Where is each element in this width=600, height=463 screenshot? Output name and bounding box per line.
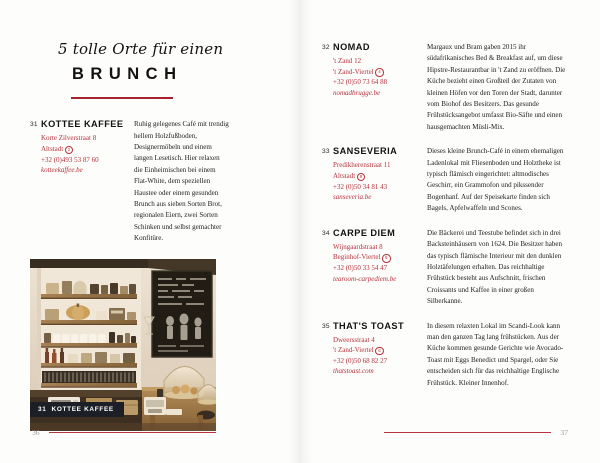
footer-right <box>384 428 570 437</box>
entry-street: Korte Zilverstraat 8 <box>41 134 97 143</box>
page-right <box>300 0 600 463</box>
map-pin-icon: 4 <box>375 68 384 77</box>
entry-district: 't Zand-Viertel <box>333 346 374 355</box>
entry-number: 34 <box>322 229 330 237</box>
entry-meta <box>333 42 419 99</box>
entry-address <box>333 56 419 99</box>
entry-description: Die Bäckerei und Teestube befindet sich in drei Backsteinhäusern von 1624. Die Besitzer haben das typisch flämische Interieur mit den dunklen Holztäfelungen erhalten. Das reichhaltige Frühstück besteht aus Aufschnitt, frischen Croissants und Kaffee in einer großen Silberkanne. <box>427 228 563 306</box>
map-pin-icon: 2 <box>65 146 74 155</box>
footer-rule-left <box>49 432 216 433</box>
entry-website[interactable]: kotteekaffee.be <box>41 166 83 175</box>
entry-street: 't Zand 12 <box>333 57 362 66</box>
entry-meta <box>333 321 419 378</box>
photo-caption <box>30 402 124 417</box>
entry-district-line <box>333 171 419 182</box>
map-pin-icon: 5 <box>382 254 391 263</box>
entry-address <box>333 335 419 378</box>
entry-district: Altstadt <box>41 144 64 153</box>
entry-meta <box>41 119 127 176</box>
map-pin-icon: 6 <box>375 347 384 356</box>
entry-description: Ruhig gelegenes Café mit trendig hellem Holzfußboden, Designermöbeln und einem langen Lesetisch. Hier relaxen die Einheimischen bei einem Flat-White, dem speziellen Haustee oder einem gesunden Brunch aus sieben Sorten Brot, regionalen Eiern, zwei Sorten Schinken und selbst gemachter Konfitüre. <box>134 120 229 243</box>
entry-phone[interactable]: +32 (0)50 73 64 88 <box>333 78 388 87</box>
entry-district: 't Zand-Viertel <box>333 67 374 76</box>
entry-phone[interactable]: +32 (0)50 68 82 27 <box>333 356 388 365</box>
entry-website[interactable]: thatstoast.com <box>333 367 374 376</box>
page-headline <box>58 40 270 99</box>
entry-district: Beginhof-Viertel <box>333 253 381 262</box>
listing-entry-32[interactable] <box>322 42 570 133</box>
headline-script-line: 5 tolle Orte für einen <box>58 40 224 58</box>
entry-district-line <box>41 144 127 155</box>
page-number-left: 36 <box>32 428 40 437</box>
entry-title: SANSEVERIA <box>333 146 398 157</box>
photo-caption-number: 31 <box>38 405 47 413</box>
entry-district-line <box>333 345 419 356</box>
entry-address <box>41 133 127 176</box>
entry-street: Dweersstraat 4 <box>333 335 375 344</box>
entry-number: 32 <box>322 44 330 52</box>
photo-caption-label: KOTTEE KAFFEE <box>51 405 114 413</box>
entry-website[interactable]: nomadbrugge.be <box>333 88 381 97</box>
listing-entry-34[interactable] <box>322 228 570 308</box>
entry-phone[interactable]: +32 (0)50 34 81 43 <box>333 182 388 191</box>
entry-meta <box>333 228 419 285</box>
entry-website[interactable]: tearoom-carpediem.be <box>333 274 397 283</box>
listing-column <box>322 22 570 389</box>
footer-left <box>30 428 216 437</box>
entry-number: 33 <box>322 148 330 156</box>
page-number-right: 37 <box>560 428 568 437</box>
listing-entry-31[interactable] <box>30 119 274 244</box>
entry-address <box>333 242 419 285</box>
entry-meta <box>333 146 419 203</box>
entry-description: Margaux und Bram gaben 2015 ihr südafrikanisches Bed & Breakfast auf, um diese Hipstre-Restaurantbar in 't Zand zu eröffnen. Die Küche bezieht einen Großteil der Zutaten von kleinen Höfen vor den Toren der Stadt, darunter vom Biohof des Besitzers. Das gesunde Frühstücksangebot umfasst Bio-Säfte und einen hausgemachten Müsli-Mix. <box>427 43 566 131</box>
entry-address <box>333 160 419 203</box>
headline-main-title: BRUNCH <box>72 65 183 83</box>
entry-description: Dieses kleine Brunch-Café in einem ehemaligen Ladenlokal mit Fliesenboden und Holztheke ist typisch flämisch eingerichtet: altmodisches Geschirr, ein Grammofon und pikssender Bogenhanf. Auf der Speisekarte finden sich Bagels, Apfelwaffeln und Scones. <box>427 147 564 213</box>
cafe-photo <box>30 259 216 431</box>
footer-rule-right <box>384 432 551 433</box>
entry-title: THAT'S TOAST <box>333 320 405 331</box>
entry-district: Altstadt <box>333 171 356 180</box>
entry-number: 35 <box>322 322 330 330</box>
listing-entry-33[interactable] <box>322 146 570 214</box>
entry-title: KOTTEE KAFFEE <box>41 119 124 130</box>
entry-description: In diesem relaxten Lokal im Scandi-Look kann man den ganzen Tag lang frühstücken. Aus der Küche kommen gesunde Gerichte wie Avocado-Toast mit Eggs Benedict und Spargel, oder Sie entscheiden sich für das reichhaltige Englische Frühstück. Kleiner Innenhof. <box>427 321 564 387</box>
entry-street: Predikherenstraat 11 <box>333 161 391 170</box>
entry-phone[interactable]: +32 (0)493 53 87 60 <box>41 155 99 164</box>
listing-entry-35[interactable] <box>322 321 570 389</box>
entry-title: CARPE DIEM <box>333 227 396 238</box>
entry-title: NOMAD <box>333 42 370 52</box>
entry-website[interactable]: sanseveria.be <box>333 193 372 202</box>
entry-district-line <box>333 67 419 78</box>
map-pin-icon: 9 <box>357 173 366 182</box>
entry-phone[interactable]: +32 (0)50 33 54 47 <box>333 264 388 273</box>
entry-street: Wijngaardstraat 8 <box>333 242 383 251</box>
entry-district-line <box>333 252 419 263</box>
entry-number: 31 <box>30 121 38 129</box>
headline-divider <box>71 97 173 99</box>
